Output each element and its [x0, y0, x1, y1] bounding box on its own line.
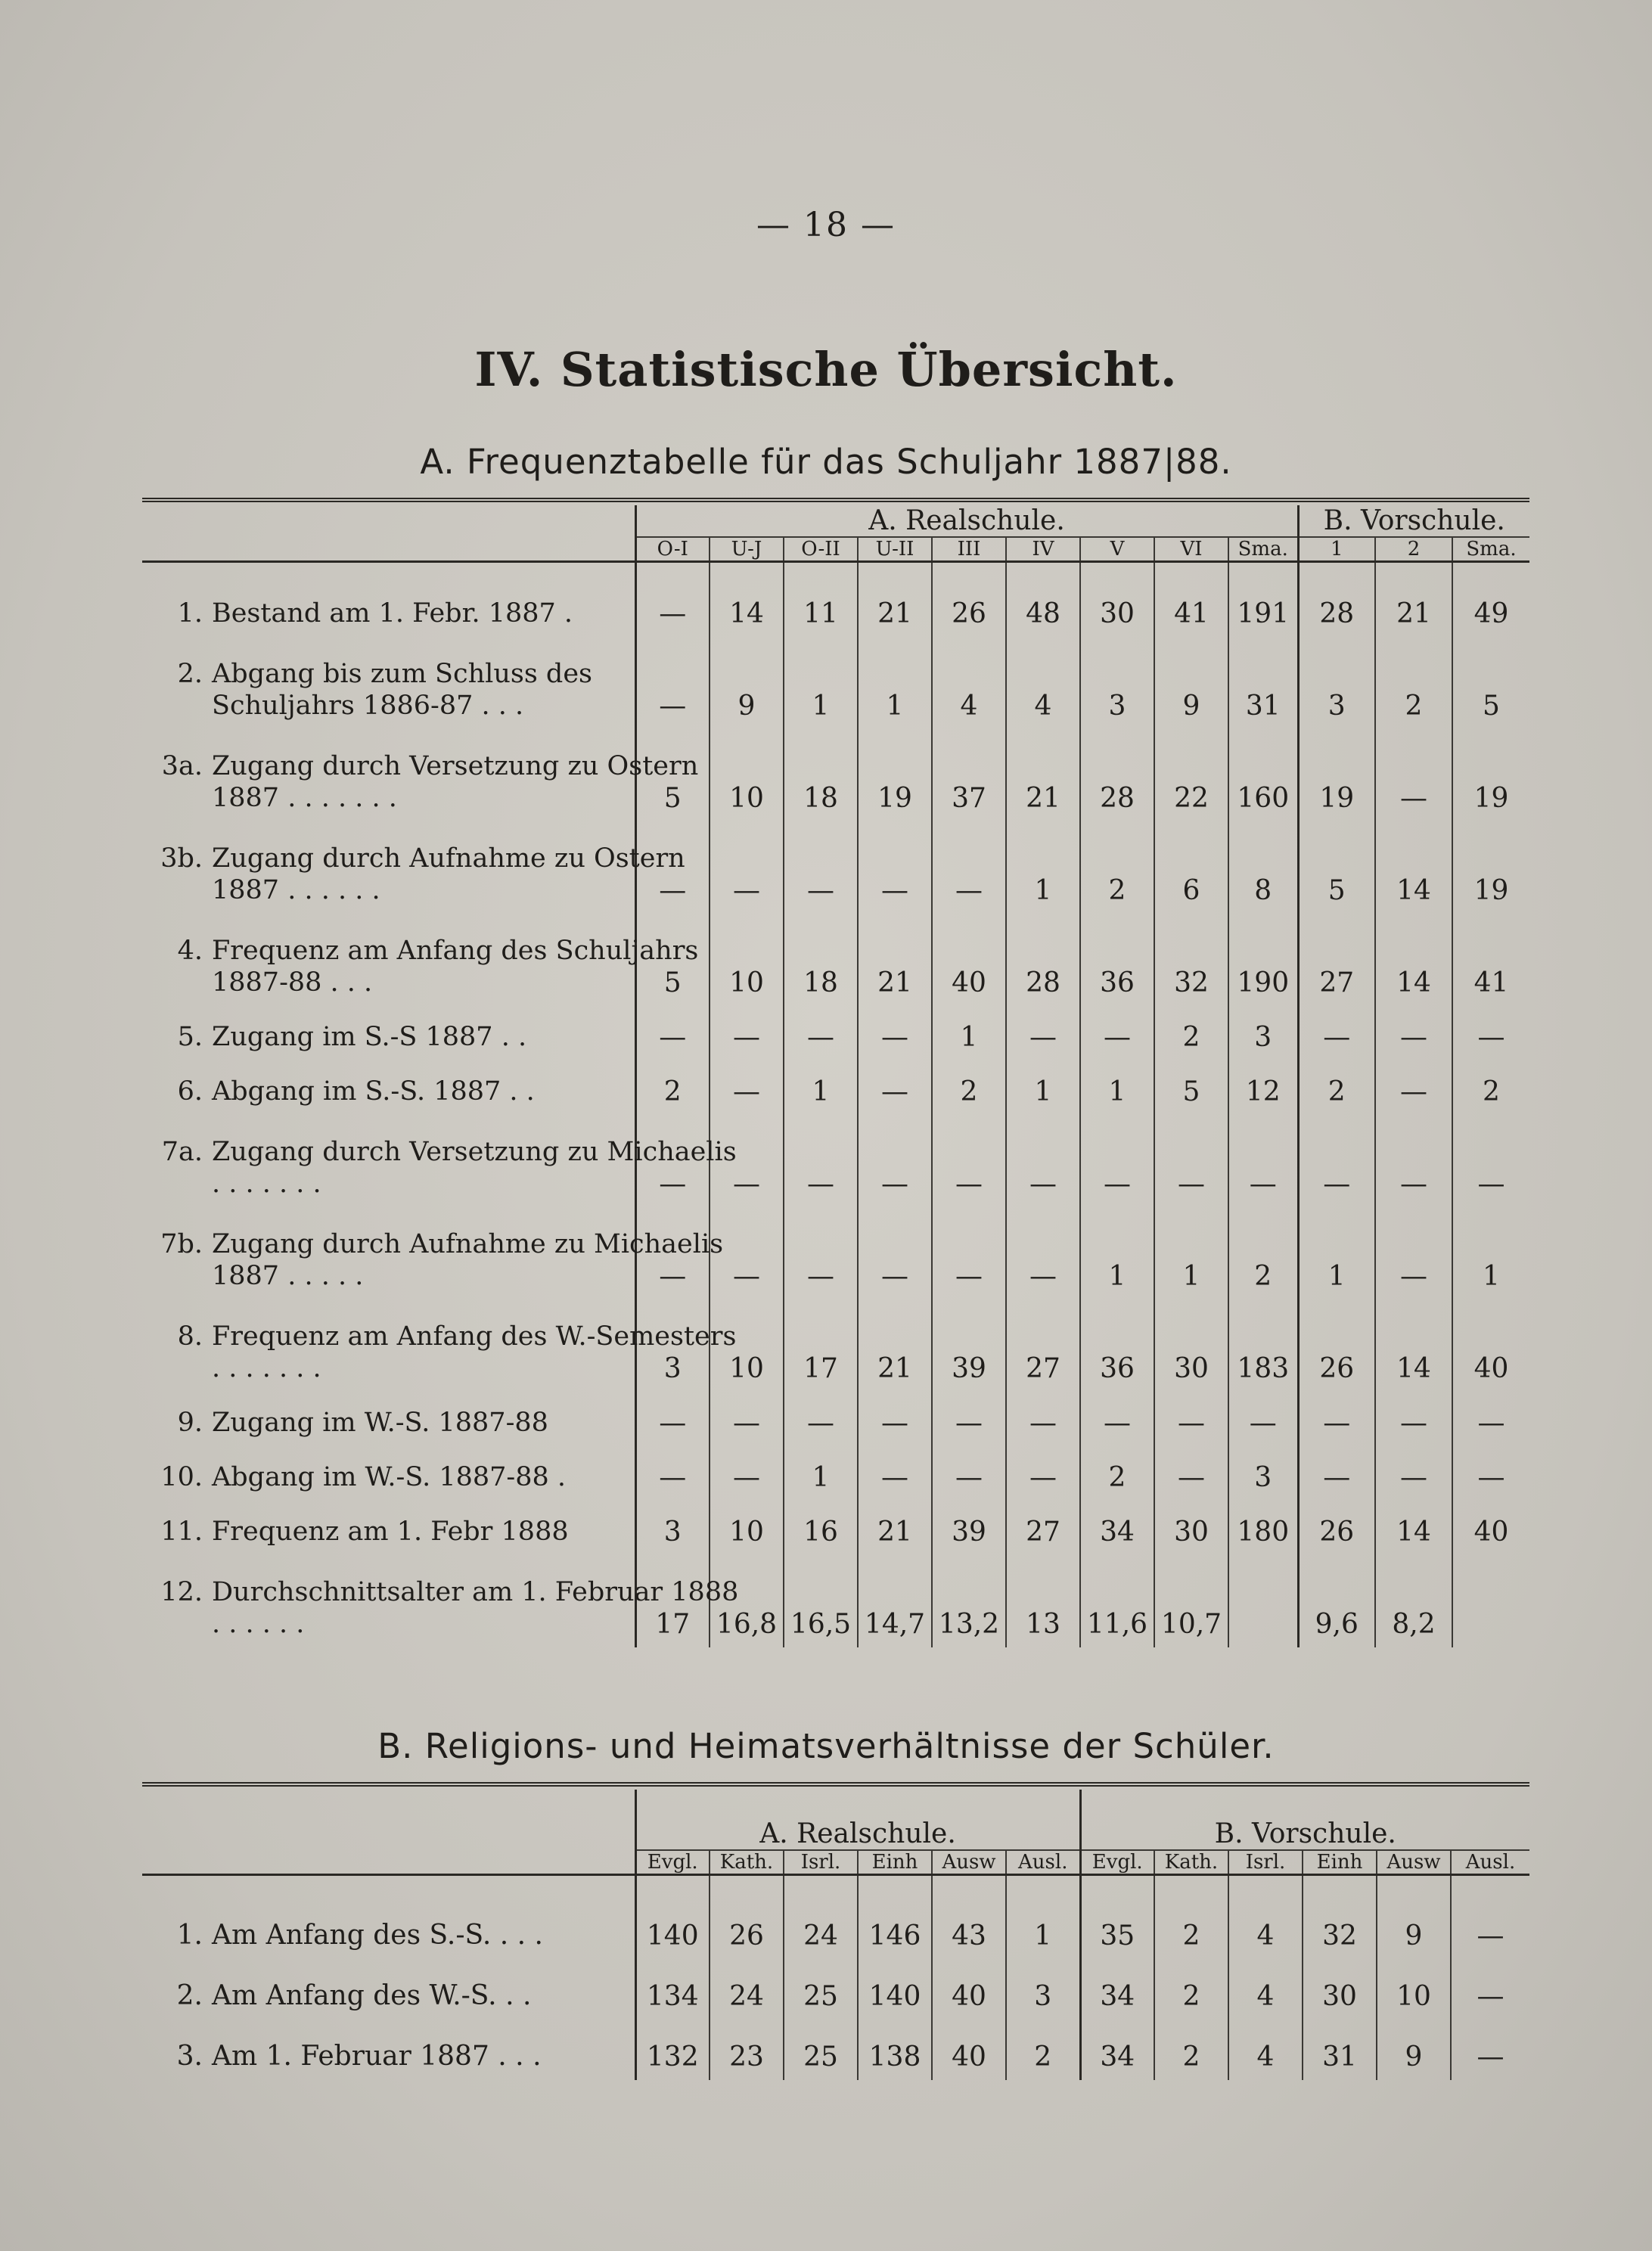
table-cell: 1 — [1298, 1207, 1375, 1299]
table-row — [142, 1959, 1529, 2020]
table-cell: 13 — [1006, 1555, 1080, 1647]
table-cell: 14 — [1375, 821, 1452, 914]
table-cell: 39 — [932, 1501, 1006, 1555]
table-cell: 32 — [1303, 1876, 1377, 1959]
column-header: Einh — [858, 1850, 932, 1875]
table-cell: 1 — [1006, 1876, 1080, 1959]
table-cell: 5 — [1452, 637, 1529, 729]
table-cell: — — [1375, 1446, 1452, 1501]
table-cell: 26 — [1298, 1299, 1375, 1392]
table-cell: 37 — [932, 729, 1006, 821]
table-cell: 30 — [1080, 563, 1154, 637]
table-cell: 24 — [784, 1876, 858, 1959]
table-cell: — — [635, 563, 710, 637]
table-cell: — — [784, 1207, 858, 1299]
table-cell: 190 — [1228, 914, 1298, 1006]
table-cell: 27 — [1006, 1501, 1080, 1555]
table-cell: 1 — [784, 1446, 858, 1501]
column-header: U-J — [710, 537, 784, 562]
table-cell: 11 — [784, 563, 858, 637]
table-cell: — — [1451, 2020, 1529, 2080]
table-cell: — — [635, 1207, 710, 1299]
column-header: Kath. — [1154, 1850, 1228, 1875]
column-header: VI — [1154, 537, 1228, 562]
table-cell: — — [1080, 1115, 1154, 1207]
table-cell: 8 — [1228, 821, 1298, 914]
table-cell: 19 — [1452, 729, 1529, 821]
table-cell: 49 — [1452, 563, 1529, 637]
row-label: Am Anfang des S.-S. . . . — [212, 1920, 543, 1951]
table-cell: 31 — [1303, 2020, 1377, 2080]
group-vorschule: B. Vorschule. — [1298, 505, 1529, 537]
table-cell: — — [1375, 729, 1452, 821]
table-cell: — — [1451, 1876, 1529, 1959]
column-header: 1 — [1298, 537, 1375, 562]
table-cell: — — [858, 1006, 932, 1060]
column-header: Ausl. — [1006, 1850, 1080, 1875]
row-number: 12. — [160, 1577, 203, 1607]
column-header-row — [142, 537, 1529, 562]
table-cell: 1 — [1154, 1207, 1228, 1299]
row-label: Zugang durch Aufnahme zu Ostern 1887 . . . . . . — [212, 843, 685, 905]
table-cell: 28 — [1080, 729, 1154, 821]
table-cell: 40 — [932, 1959, 1006, 2020]
table-cell: 2 — [1080, 821, 1154, 914]
page-number: — 18 — — [756, 206, 896, 244]
table-cell: — — [932, 1392, 1006, 1446]
table-cell: — — [784, 1392, 858, 1446]
table-cell: 30 — [1303, 1959, 1377, 2020]
row-label: Zugang durch Versetzung zu Michaelis . . . . . . . — [212, 1137, 737, 1199]
frequency-table — [142, 498, 1529, 1647]
table-cell: — — [1154, 1392, 1228, 1446]
table-cell: 35 — [1080, 1876, 1154, 1959]
table-cell: — — [1298, 1446, 1375, 1501]
table-cell: 25 — [784, 1959, 858, 2020]
table-cell: 19 — [1452, 821, 1529, 914]
row-label: Abgang bis zum Schluss des Schuljahrs 1886-87 . . . — [212, 659, 592, 721]
table-cell: 2 — [1452, 1060, 1529, 1115]
table-cell: 21 — [1006, 729, 1080, 821]
column-header: Isrl. — [1228, 1850, 1303, 1875]
row-label: Abgang im S.-S. 1887 . . — [212, 1076, 535, 1107]
table-cell: 40 — [932, 914, 1006, 1006]
group-header-row — [142, 1790, 1529, 1850]
table-cell: 34 — [1080, 1959, 1154, 2020]
table-row — [142, 1060, 1529, 1115]
table-row — [142, 1392, 1529, 1446]
table-cell: — — [710, 1006, 784, 1060]
table-cell: — — [710, 821, 784, 914]
table-cell: 4 — [932, 637, 1006, 729]
table-cell: 30 — [1154, 1299, 1228, 1392]
row-number: 7b. — [160, 1229, 203, 1259]
table-cell: 19 — [858, 729, 932, 821]
table-cell: 4 — [1006, 637, 1080, 729]
table-cell: — — [1154, 1115, 1228, 1207]
table-cell: 10 — [710, 729, 784, 821]
table-cell: 24 — [710, 1959, 784, 2020]
table-cell: — — [635, 1006, 710, 1060]
table-cell: — — [1375, 1006, 1452, 1060]
row-number: 2. — [176, 1980, 203, 2011]
table-cell: — — [1452, 1115, 1529, 1207]
table-cell: 2 — [1154, 1006, 1228, 1060]
table-cell: 1 — [784, 1060, 858, 1115]
table-cell: — — [1298, 1392, 1375, 1446]
column-header: Sma. — [1452, 537, 1529, 562]
group-vorschule: B. Vorschule. — [1080, 1790, 1529, 1850]
column-header: 2 — [1375, 537, 1452, 562]
table-cell: — — [1006, 1006, 1080, 1060]
row-label: Zugang im S.-S 1887 . . — [212, 1022, 527, 1052]
table-cell: 23 — [710, 2020, 784, 2080]
table-cell: 1 — [858, 637, 932, 729]
table-cell: — — [635, 1115, 710, 1207]
table-cell: — — [1006, 1207, 1080, 1299]
table-cell: — — [784, 1006, 858, 1060]
row-label: Am 1. Februar 1887 . . . — [212, 2041, 542, 2072]
column-header: Ausl. — [1451, 1850, 1529, 1875]
table-cell: — — [1154, 1446, 1228, 1501]
table-cell: 1 — [932, 1006, 1006, 1060]
section-b-heading: B. Religions- und Heimatsverhältnisse der Schüler. — [377, 1726, 1275, 1766]
table-row — [142, 1876, 1529, 1959]
table-cell: 30 — [1154, 1501, 1228, 1555]
table-cell: 1 — [1006, 1060, 1080, 1115]
table-cell: 14 — [1375, 914, 1452, 1006]
table-cell: — — [635, 821, 710, 914]
column-header: O-II — [784, 537, 858, 562]
table-cell: — — [710, 1392, 784, 1446]
table-cell: 134 — [635, 1959, 710, 2020]
table-row — [142, 1555, 1529, 1647]
table-cell: 48 — [1006, 563, 1080, 637]
table-cell: 16,5 — [784, 1555, 858, 1647]
column-header: V — [1080, 537, 1154, 562]
table-cell: 17 — [784, 1299, 858, 1392]
table-cell: — — [1452, 1446, 1529, 1501]
row-number: 10. — [160, 1462, 203, 1492]
table-cell: 2 — [1154, 1959, 1228, 2020]
column-header: O-I — [635, 537, 710, 562]
table-cell: — — [1298, 1006, 1375, 1060]
table-cell: 36 — [1080, 1299, 1154, 1392]
table-cell: 40 — [932, 2020, 1006, 2080]
table-cell: 25 — [784, 2020, 858, 2080]
table-cell: — — [858, 1115, 932, 1207]
table-cell: 40 — [1452, 1501, 1529, 1555]
table-cell: 10 — [710, 914, 784, 1006]
table-cell: — — [635, 1392, 710, 1446]
row-label: Zugang durch Aufnahme zu Michaelis 1887 . . . . . — [212, 1229, 724, 1291]
table-cell: 21 — [1375, 563, 1452, 637]
row-number: 2. — [177, 659, 203, 689]
row-number: 7a. — [161, 1137, 203, 1167]
table-cell: — — [858, 1392, 932, 1446]
table-cell: 18 — [784, 914, 858, 1006]
table-cell: 3 — [635, 1501, 710, 1555]
table-cell: — — [858, 821, 932, 914]
table-cell: — — [932, 1446, 1006, 1501]
row-number: 11. — [160, 1517, 203, 1547]
table-cell: 2 — [1080, 1446, 1154, 1501]
table-cell: — — [858, 1060, 932, 1115]
table-cell: 16 — [784, 1501, 858, 1555]
table-cell: 3 — [1006, 1959, 1080, 2020]
table-cell: 40 — [1452, 1299, 1529, 1392]
table-cell: 2 — [932, 1060, 1006, 1115]
table-cell: — — [1006, 1392, 1080, 1446]
column-header: Ausw — [932, 1850, 1006, 1875]
table-cell: 4 — [1228, 2020, 1303, 2080]
table-cell: 3 — [1228, 1446, 1298, 1501]
row-number: 3a. — [161, 751, 203, 781]
table-row — [142, 914, 1529, 1006]
table-row — [142, 1006, 1529, 1060]
table-cell: — — [784, 1115, 858, 1207]
table-row — [142, 729, 1529, 821]
group-realschule: A. Realschule. — [635, 505, 1298, 537]
table-cell: — — [858, 1207, 932, 1299]
table-cell: — — [710, 1115, 784, 1207]
table-cell: 41 — [1452, 914, 1529, 1006]
table-cell: 34 — [1080, 1501, 1154, 1555]
table-cell: 10 — [710, 1299, 784, 1392]
table-row — [142, 563, 1529, 637]
table-cell: 9,6 — [1298, 1555, 1375, 1647]
table-cell: 1 — [1080, 1207, 1154, 1299]
table-cell: 4 — [1228, 1959, 1303, 2020]
table-cell: 14 — [710, 563, 784, 637]
table-cell: 10 — [1377, 1959, 1451, 2020]
table-cell: — — [1451, 1959, 1529, 2020]
table-cell: 19 — [1298, 729, 1375, 821]
table-cell: 2 — [1228, 1207, 1298, 1299]
table-cell: — — [1375, 1207, 1452, 1299]
table-cell: — — [1006, 1446, 1080, 1501]
row-label: Bestand am 1. Febr. 1887 . — [212, 598, 573, 629]
column-header: U-II — [858, 537, 932, 562]
table-cell: 27 — [1298, 914, 1375, 1006]
table-cell: 26 — [932, 563, 1006, 637]
table-cell: 1 — [1006, 821, 1080, 914]
table-cell: 1 — [784, 637, 858, 729]
table-cell: 18 — [784, 729, 858, 821]
table-cell: 3 — [1298, 637, 1375, 729]
table-cell: 132 — [635, 2020, 710, 2080]
table-cell: — — [710, 1446, 784, 1501]
table-cell: 183 — [1228, 1299, 1298, 1392]
row-label: Durchschnittsalter am 1. Februar 1888 . . . . . . — [212, 1577, 739, 1639]
group-header-row — [142, 505, 1529, 537]
table-row — [142, 821, 1529, 914]
table-cell: 14 — [1375, 1501, 1452, 1555]
table-cell: 6 — [1154, 821, 1228, 914]
table-cell: — — [1375, 1392, 1452, 1446]
table-cell: 28 — [1006, 914, 1080, 1006]
table-cell: 5 — [635, 729, 710, 821]
table-cell: 3 — [1228, 1006, 1298, 1060]
row-number: 5. — [177, 1022, 203, 1052]
table-cell: 5 — [1298, 821, 1375, 914]
table-cell: 3 — [1080, 637, 1154, 729]
table-row — [142, 637, 1529, 729]
group-realschule: A. Realschule. — [635, 1790, 1080, 1850]
table-cell: — — [932, 1207, 1006, 1299]
table-row — [142, 1115, 1529, 1207]
table-cell: — — [635, 637, 710, 729]
table-cell: 10,7 — [1154, 1555, 1228, 1647]
column-header: Kath. — [710, 1850, 784, 1875]
table-cell: 9 — [1154, 637, 1228, 729]
column-header: IV — [1006, 537, 1080, 562]
table-cell: 27 — [1006, 1299, 1080, 1392]
row-number: 1. — [176, 1920, 203, 1951]
column-header-row — [142, 1850, 1529, 1875]
table-row — [142, 2020, 1529, 2080]
table-cell: 17 — [635, 1555, 710, 1647]
column-header: Evgl. — [1080, 1850, 1154, 1875]
row-number: 3. — [176, 2041, 203, 2072]
column-header: Einh — [1303, 1850, 1377, 1875]
table-cell: 41 — [1154, 563, 1228, 637]
table-cell: — — [710, 1060, 784, 1115]
table-cell: 2 — [1006, 2020, 1080, 2080]
table-row — [142, 1299, 1529, 1392]
row-label: Zugang durch Versetzung zu Ostern 1887 . . . . . . . — [212, 751, 699, 813]
table-cell: 9 — [1377, 2020, 1451, 2080]
table-cell: 2 — [1375, 637, 1452, 729]
table-cell: 28 — [1298, 563, 1375, 637]
table-cell: 26 — [710, 1876, 784, 1959]
row-label: Frequenz am 1. Febr 1888 — [212, 1517, 569, 1547]
table-cell: 22 — [1154, 729, 1228, 821]
table-cell: 8,2 — [1375, 1555, 1452, 1647]
table-cell: 140 — [858, 1959, 932, 2020]
table-row — [142, 1207, 1529, 1299]
table-cell: — — [1375, 1115, 1452, 1207]
table-cell: 43 — [932, 1876, 1006, 1959]
table-cell: 191 — [1228, 563, 1298, 637]
table-cell: — — [1228, 1115, 1298, 1207]
table-cell: 26 — [1298, 1501, 1375, 1555]
table-cell: 5 — [635, 914, 710, 1006]
table-cell: 9 — [1377, 1876, 1451, 1959]
table-cell: 36 — [1080, 914, 1154, 1006]
table-cell — [1228, 1555, 1298, 1647]
row-label: Zugang im W.-S. 1887-88 — [212, 1408, 548, 1438]
table-cell: 10 — [710, 1501, 784, 1555]
row-number: 8. — [177, 1321, 203, 1352]
table-cell: 180 — [1228, 1501, 1298, 1555]
table-cell: 3 — [635, 1299, 710, 1392]
table-cell: — — [1080, 1392, 1154, 1446]
table-cell: 21 — [858, 1501, 932, 1555]
table-cell: — — [710, 1207, 784, 1299]
table-cell: — — [1298, 1115, 1375, 1207]
table-cell: — — [858, 1446, 932, 1501]
row-label: Am Anfang des W.-S. . . — [212, 1980, 532, 2011]
table-cell: 32 — [1154, 914, 1228, 1006]
table-cell: — — [1228, 1392, 1298, 1446]
row-label: Frequenz am Anfang des Schuljahrs 1887-88 . . . — [212, 936, 699, 998]
table-cell: — — [1006, 1115, 1080, 1207]
column-header: Ausw — [1377, 1850, 1451, 1875]
table-cell: 14 — [1375, 1299, 1452, 1392]
row-number: 4. — [177, 936, 203, 966]
table-cell: 140 — [635, 1876, 710, 1959]
table-cell: 4 — [1228, 1876, 1303, 1959]
column-header: Isrl. — [784, 1850, 858, 1875]
row-label: Abgang im W.-S. 1887-88 . — [212, 1462, 567, 1492]
table-cell: 160 — [1228, 729, 1298, 821]
table-cell: 5 — [1154, 1060, 1228, 1115]
column-header: Evgl. — [635, 1850, 710, 1875]
row-number: 9. — [177, 1408, 203, 1438]
table-cell: 146 — [858, 1876, 932, 1959]
table-cell: — — [1452, 1392, 1529, 1446]
table-row — [142, 1446, 1529, 1501]
table-cell: 2 — [635, 1060, 710, 1115]
table-cell: 21 — [858, 563, 932, 637]
table-cell: 39 — [932, 1299, 1006, 1392]
table-cell: 2 — [1154, 1876, 1228, 1959]
table-cell: — — [932, 821, 1006, 914]
religion-table — [142, 1782, 1529, 2080]
table-cell: 16,8 — [710, 1555, 784, 1647]
table-cell: 2 — [1298, 1060, 1375, 1115]
table-cell: — — [1375, 1060, 1452, 1115]
column-header: III — [932, 537, 1006, 562]
table-cell: 34 — [1080, 2020, 1154, 2080]
table-cell: — — [1080, 1006, 1154, 1060]
table-cell: — — [784, 821, 858, 914]
table-row — [142, 1501, 1529, 1555]
table-cell: 14,7 — [858, 1555, 932, 1647]
table-cell: — — [635, 1446, 710, 1501]
table-cell — [1452, 1555, 1529, 1647]
table-cell: 13,2 — [932, 1555, 1006, 1647]
table-cell: — — [932, 1115, 1006, 1207]
table-cell: 31 — [1228, 637, 1298, 729]
table-cell: 12 — [1228, 1060, 1298, 1115]
table-cell: 11,6 — [1080, 1555, 1154, 1647]
table-cell: 138 — [858, 2020, 932, 2080]
table-cell: — — [1452, 1006, 1529, 1060]
row-number: 1. — [177, 598, 203, 629]
table-cell: 21 — [858, 914, 932, 1006]
column-header: Sma. — [1228, 537, 1298, 562]
row-label: Frequenz am Anfang des W.-Semesters . . . . . . . — [212, 1321, 737, 1383]
table-cell: 1 — [1080, 1060, 1154, 1115]
row-number: 3b. — [160, 843, 203, 874]
page-title: IV. Statistische Übersicht. — [474, 342, 1178, 397]
table-cell: 9 — [710, 637, 784, 729]
row-number: 6. — [177, 1076, 203, 1107]
table-cell: 1 — [1452, 1207, 1529, 1299]
table-cell: 21 — [858, 1299, 932, 1392]
section-a-heading: A. Frequenztabelle für das Schuljahr 1887|88. — [420, 442, 1232, 482]
table-cell: 2 — [1154, 2020, 1228, 2080]
